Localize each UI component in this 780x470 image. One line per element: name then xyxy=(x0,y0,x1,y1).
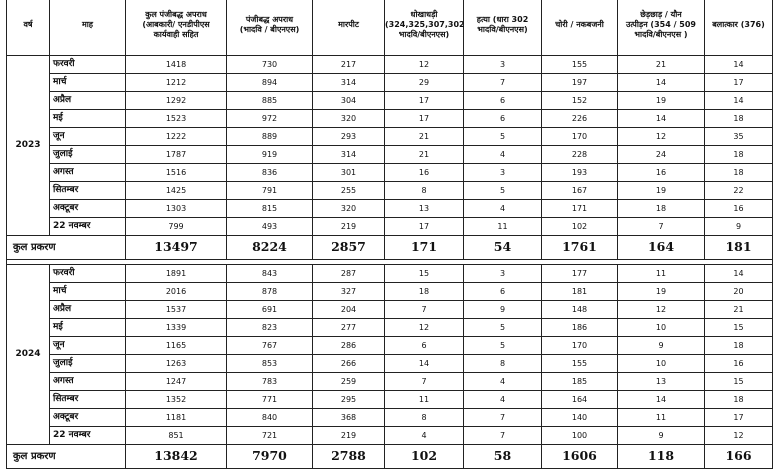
total-value-cell: 58 xyxy=(464,445,542,469)
value-cell: 1516 xyxy=(126,164,227,182)
table-row xyxy=(7,182,773,200)
value-cell: 19 xyxy=(618,92,705,110)
value-cell: 167 xyxy=(542,182,618,200)
value-cell: 18 xyxy=(618,200,705,218)
value-cell: 22 xyxy=(705,182,773,200)
value-cell: 7 xyxy=(385,301,464,319)
header-rape: बलात्कार (376) xyxy=(705,0,773,56)
month-cell: मई xyxy=(50,110,126,128)
value-cell: 204 xyxy=(313,301,385,319)
value-cell: 4 xyxy=(464,391,542,409)
month-cell: 22 नवम्बर xyxy=(50,427,126,445)
value-cell: 21 xyxy=(618,56,705,74)
total-value-cell: 164 xyxy=(618,236,705,260)
value-cell: 16 xyxy=(385,164,464,182)
table-row xyxy=(7,56,773,74)
value-cell: 894 xyxy=(227,74,313,92)
value-cell: 16 xyxy=(618,164,705,182)
value-cell: 4 xyxy=(464,200,542,218)
value-cell: 8 xyxy=(385,182,464,200)
value-cell: 8 xyxy=(464,355,542,373)
value-cell: 15 xyxy=(705,373,773,391)
value-cell: 255 xyxy=(313,182,385,200)
table-row xyxy=(7,218,773,236)
value-cell: 314 xyxy=(313,74,385,92)
total-value-cell: 13497 xyxy=(126,236,227,260)
header-registered-crimes: पंजीबद्ध अपराध (भादवि / बीएनएस) xyxy=(227,0,313,56)
header-total-crimes: कुल पंजीबद्ध अपराध (आबकारी/ एनडीपीएस कार्यवाही सहित xyxy=(126,0,227,56)
value-cell: 4 xyxy=(464,373,542,391)
value-cell: 6 xyxy=(385,337,464,355)
value-cell: 4 xyxy=(385,427,464,445)
value-cell: 3 xyxy=(464,265,542,283)
table-row xyxy=(7,146,773,164)
value-cell: 1181 xyxy=(126,409,227,427)
value-cell: 885 xyxy=(227,92,313,110)
total-value-cell: 102 xyxy=(385,445,464,469)
value-cell: 171 xyxy=(542,200,618,218)
value-cell: 730 xyxy=(227,56,313,74)
value-cell: 15 xyxy=(705,319,773,337)
value-cell: 5 xyxy=(464,128,542,146)
value-cell: 17 xyxy=(385,218,464,236)
value-cell: 170 xyxy=(542,128,618,146)
header-row xyxy=(7,0,773,56)
value-cell: 12 xyxy=(618,301,705,319)
value-cell: 20 xyxy=(705,283,773,301)
month-cell: जून xyxy=(50,128,126,146)
value-cell: 1891 xyxy=(126,265,227,283)
value-cell: 155 xyxy=(542,355,618,373)
value-cell: 29 xyxy=(385,74,464,92)
value-cell: 3 xyxy=(464,164,542,182)
value-cell: 7 xyxy=(385,373,464,391)
value-cell: 851 xyxy=(126,427,227,445)
value-cell: 304 xyxy=(313,92,385,110)
value-cell: 8 xyxy=(385,409,464,427)
month-cell: सितम्बर xyxy=(50,391,126,409)
value-cell: 35 xyxy=(705,128,773,146)
value-cell: 1352 xyxy=(126,391,227,409)
value-cell: 783 xyxy=(227,373,313,391)
value-cell: 6 xyxy=(464,283,542,301)
value-cell: 7 xyxy=(464,427,542,445)
value-cell: 815 xyxy=(227,200,313,218)
table-row xyxy=(7,301,773,319)
month-cell: मार्च xyxy=(50,74,126,92)
value-cell: 148 xyxy=(542,301,618,319)
value-cell: 17 xyxy=(705,74,773,92)
value-cell: 493 xyxy=(227,218,313,236)
total-value-cell: 54 xyxy=(464,236,542,260)
crime-statistics-sheet xyxy=(6,0,772,469)
value-cell: 219 xyxy=(313,218,385,236)
value-cell: 12 xyxy=(385,56,464,74)
value-cell: 853 xyxy=(227,355,313,373)
value-cell: 155 xyxy=(542,56,618,74)
crime-statistics-table xyxy=(6,0,773,469)
value-cell: 721 xyxy=(227,427,313,445)
value-cell: 11 xyxy=(385,391,464,409)
total-value-cell: 1761 xyxy=(542,236,618,260)
value-cell: 226 xyxy=(542,110,618,128)
header-fraud: धोखाधड़ी (324,325,307,302 भादवि/बीएनएस) xyxy=(385,0,464,56)
value-cell: 327 xyxy=(313,283,385,301)
value-cell: 1523 xyxy=(126,110,227,128)
value-cell: 14 xyxy=(618,391,705,409)
value-cell: 320 xyxy=(313,200,385,218)
value-cell: 18 xyxy=(705,337,773,355)
table-row xyxy=(7,164,773,182)
value-cell: 287 xyxy=(313,265,385,283)
month-cell: अक्टूबर xyxy=(50,409,126,427)
value-cell: 11 xyxy=(464,218,542,236)
total-row xyxy=(7,445,773,469)
value-cell: 219 xyxy=(313,427,385,445)
table-row xyxy=(7,200,773,218)
value-cell: 13 xyxy=(385,200,464,218)
value-cell: 368 xyxy=(313,409,385,427)
value-cell: 843 xyxy=(227,265,313,283)
value-cell: 14 xyxy=(705,92,773,110)
value-cell: 286 xyxy=(313,337,385,355)
value-cell: 12 xyxy=(385,319,464,337)
total-value-cell: 13842 xyxy=(126,445,227,469)
value-cell: 791 xyxy=(227,182,313,200)
value-cell: 12 xyxy=(705,427,773,445)
header-month: माह xyxy=(50,0,126,56)
value-cell: 185 xyxy=(542,373,618,391)
table-row xyxy=(7,128,773,146)
value-cell: 1787 xyxy=(126,146,227,164)
value-cell: 15 xyxy=(385,265,464,283)
value-cell: 2016 xyxy=(126,283,227,301)
value-cell: 767 xyxy=(227,337,313,355)
total-value-cell: 2857 xyxy=(313,236,385,260)
value-cell: 1222 xyxy=(126,128,227,146)
value-cell: 11 xyxy=(618,409,705,427)
value-cell: 691 xyxy=(227,301,313,319)
value-cell: 840 xyxy=(227,409,313,427)
table-row xyxy=(7,373,773,391)
table-row xyxy=(7,110,773,128)
value-cell: 889 xyxy=(227,128,313,146)
value-cell: 878 xyxy=(227,283,313,301)
value-cell: 293 xyxy=(313,128,385,146)
table-row xyxy=(7,283,773,301)
table-row xyxy=(7,319,773,337)
month-cell: फरवरी xyxy=(50,265,126,283)
value-cell: 836 xyxy=(227,164,313,182)
value-cell: 1263 xyxy=(126,355,227,373)
value-cell: 1339 xyxy=(126,319,227,337)
value-cell: 17 xyxy=(385,92,464,110)
value-cell: 6 xyxy=(464,110,542,128)
value-cell: 170 xyxy=(542,337,618,355)
month-cell: जुलाई xyxy=(50,146,126,164)
total-value-cell: 2788 xyxy=(313,445,385,469)
value-cell: 799 xyxy=(126,218,227,236)
total-row xyxy=(7,236,773,260)
value-cell: 16 xyxy=(705,200,773,218)
value-cell: 7 xyxy=(464,409,542,427)
value-cell: 5 xyxy=(464,337,542,355)
total-value-cell: 181 xyxy=(705,236,773,260)
value-cell: 10 xyxy=(618,355,705,373)
value-cell: 1292 xyxy=(126,92,227,110)
year-cell: 2023 xyxy=(7,56,50,236)
table-row xyxy=(7,427,773,445)
month-cell: मई xyxy=(50,319,126,337)
value-cell: 301 xyxy=(313,164,385,182)
value-cell: 17 xyxy=(705,409,773,427)
value-cell: 18 xyxy=(705,110,773,128)
year-cell: 2024 xyxy=(7,265,50,445)
month-cell: फरवरी xyxy=(50,56,126,74)
value-cell: 9 xyxy=(618,427,705,445)
header-year: वर्ष xyxy=(7,0,50,56)
value-cell: 21 xyxy=(385,128,464,146)
value-cell: 181 xyxy=(542,283,618,301)
value-cell: 1537 xyxy=(126,301,227,319)
total-value-cell: 166 xyxy=(705,445,773,469)
value-cell: 9 xyxy=(618,337,705,355)
value-cell: 314 xyxy=(313,146,385,164)
value-cell: 13 xyxy=(618,373,705,391)
total-value-cell: 8224 xyxy=(227,236,313,260)
value-cell: 164 xyxy=(542,391,618,409)
table-row xyxy=(7,355,773,373)
month-cell: 22 नवम्बर xyxy=(50,218,126,236)
value-cell: 1303 xyxy=(126,200,227,218)
value-cell: 18 xyxy=(705,164,773,182)
table-row xyxy=(7,337,773,355)
value-cell: 295 xyxy=(313,391,385,409)
value-cell: 14 xyxy=(618,74,705,92)
value-cell: 177 xyxy=(542,265,618,283)
value-cell: 320 xyxy=(313,110,385,128)
total-value-cell: 7970 xyxy=(227,445,313,469)
value-cell: 10 xyxy=(618,319,705,337)
value-cell: 228 xyxy=(542,146,618,164)
value-cell: 771 xyxy=(227,391,313,409)
total-value-cell: 171 xyxy=(385,236,464,260)
value-cell: 12 xyxy=(618,128,705,146)
value-cell: 16 xyxy=(705,355,773,373)
month-cell: जून xyxy=(50,337,126,355)
value-cell: 18 xyxy=(705,146,773,164)
value-cell: 823 xyxy=(227,319,313,337)
value-cell: 102 xyxy=(542,218,618,236)
value-cell: 18 xyxy=(705,391,773,409)
month-cell: अप्रैल xyxy=(50,92,126,110)
value-cell: 259 xyxy=(313,373,385,391)
value-cell: 7 xyxy=(464,74,542,92)
month-cell: अगस्त xyxy=(50,373,126,391)
total-value-cell: 118 xyxy=(618,445,705,469)
value-cell: 100 xyxy=(542,427,618,445)
value-cell: 1418 xyxy=(126,56,227,74)
total-value-cell: 1606 xyxy=(542,445,618,469)
value-cell: 17 xyxy=(385,110,464,128)
value-cell: 7 xyxy=(618,218,705,236)
value-cell: 140 xyxy=(542,409,618,427)
value-cell: 277 xyxy=(313,319,385,337)
value-cell: 193 xyxy=(542,164,618,182)
value-cell: 19 xyxy=(618,283,705,301)
header-molestation: छेड़छाड़ / यौन उत्पीड़न (354 / 509 भादवि/बीएनएस ) xyxy=(618,0,705,56)
value-cell: 14 xyxy=(705,56,773,74)
month-cell: अप्रैल xyxy=(50,301,126,319)
table-row xyxy=(7,74,773,92)
table-row xyxy=(7,265,773,283)
value-cell: 1247 xyxy=(126,373,227,391)
table-row xyxy=(7,409,773,427)
value-cell: 197 xyxy=(542,74,618,92)
total-label: कुल प्रकरण xyxy=(7,236,126,260)
value-cell: 6 xyxy=(464,92,542,110)
value-cell: 14 xyxy=(618,110,705,128)
value-cell: 5 xyxy=(464,182,542,200)
value-cell: 186 xyxy=(542,319,618,337)
table-row xyxy=(7,391,773,409)
value-cell: 972 xyxy=(227,110,313,128)
value-cell: 266 xyxy=(313,355,385,373)
value-cell: 1165 xyxy=(126,337,227,355)
value-cell: 4 xyxy=(464,146,542,164)
value-cell: 3 xyxy=(464,56,542,74)
value-cell: 18 xyxy=(385,283,464,301)
value-cell: 24 xyxy=(618,146,705,164)
value-cell: 21 xyxy=(705,301,773,319)
header-assault: मारपीट xyxy=(313,0,385,56)
value-cell: 19 xyxy=(618,182,705,200)
value-cell: 152 xyxy=(542,92,618,110)
month-cell: मार्च xyxy=(50,283,126,301)
month-cell: जुलाई xyxy=(50,355,126,373)
value-cell: 9 xyxy=(464,301,542,319)
value-cell: 1212 xyxy=(126,74,227,92)
month-cell: अक्टूबर xyxy=(50,200,126,218)
value-cell: 1425 xyxy=(126,182,227,200)
value-cell: 919 xyxy=(227,146,313,164)
table-row xyxy=(7,92,773,110)
value-cell: 11 xyxy=(618,265,705,283)
value-cell: 14 xyxy=(705,265,773,283)
value-cell: 5 xyxy=(464,319,542,337)
header-murder: हत्या (धारा 302 भादवि/बीएनएस) xyxy=(464,0,542,56)
value-cell: 217 xyxy=(313,56,385,74)
month-cell: अगस्त xyxy=(50,164,126,182)
value-cell: 14 xyxy=(385,355,464,373)
total-label: कुल प्रकरण xyxy=(7,445,126,469)
value-cell: 9 xyxy=(705,218,773,236)
value-cell: 21 xyxy=(385,146,464,164)
header-theft: चोरी / नकबजनी xyxy=(542,0,618,56)
month-cell: सितम्बर xyxy=(50,182,126,200)
